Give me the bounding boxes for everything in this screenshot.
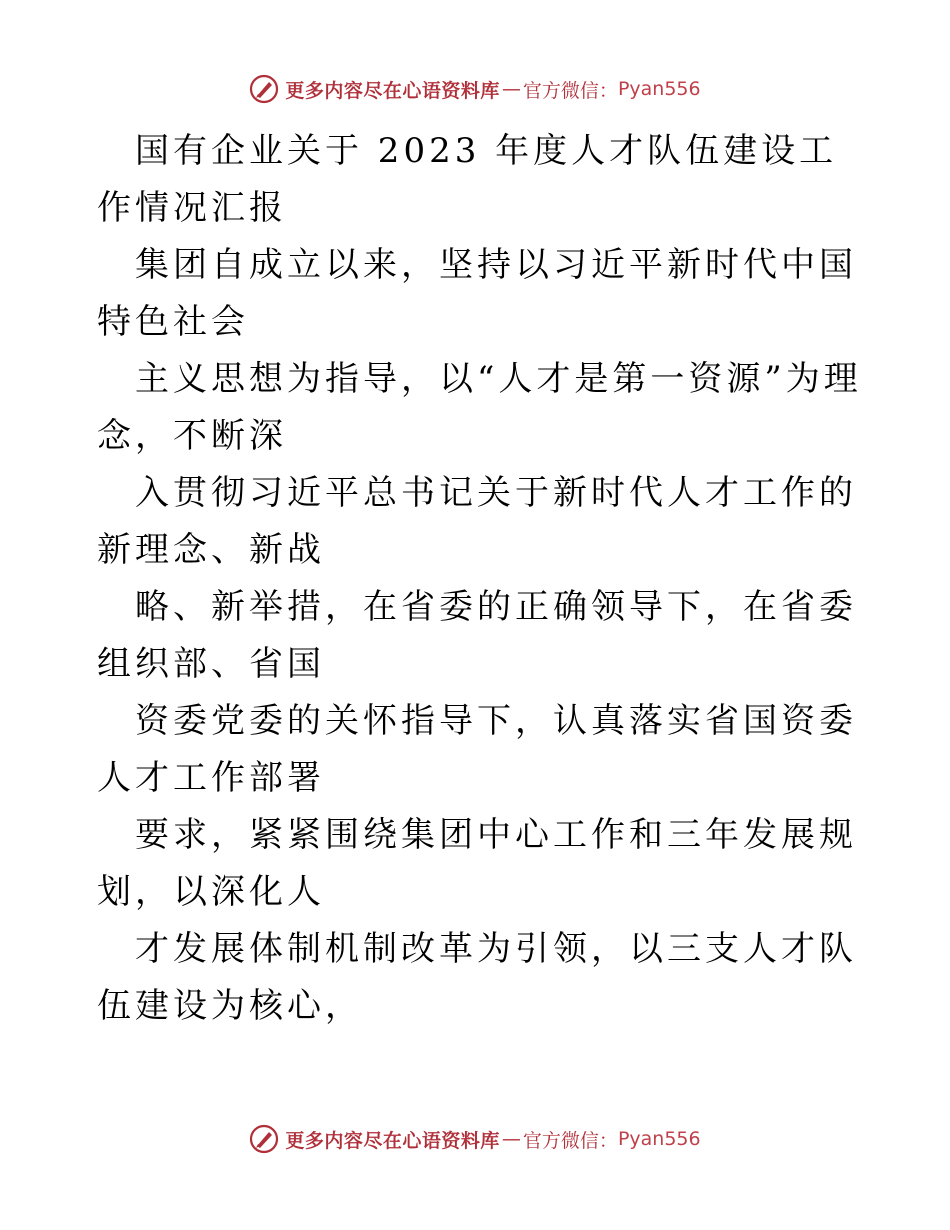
watermark-separator: — bbox=[501, 1128, 521, 1150]
paragraph-2: 主义思想为指导，以“人才是第一资源”为理念，不断深 bbox=[97, 359, 862, 456]
paragraph-6: 要求，紧紧围绕集团中心工作和三年发展规划，以深化人 bbox=[97, 815, 857, 912]
header-watermark bbox=[0, 74, 950, 104]
paragraph-5: 资委党委的关怀指导下，认真落实省国资委人才工作部署 bbox=[97, 701, 857, 798]
watermark-separator: — bbox=[501, 78, 521, 100]
watermark-wechat-id: Pyan556 bbox=[617, 1128, 701, 1150]
document-title: 国有企业关于 2023 年度人才队伍建设工作情况汇报 bbox=[97, 131, 838, 228]
watermark-wechat-label: 官方微信： bbox=[522, 79, 618, 102]
watermark-text: 更多内容尽在心语资料库 bbox=[285, 1129, 500, 1152]
paragraph-3: 入贯彻习近平总书记关于新时代人才工作的新理念、新战 bbox=[97, 473, 857, 570]
footer-watermark bbox=[0, 1124, 950, 1154]
paragraph-4: 略、新举措，在省委的正确领导下，在省委组织部、省国 bbox=[97, 587, 857, 684]
watermark-wechat-label: 官方微信： bbox=[522, 1129, 618, 1152]
watermark-text: 更多内容尽在心语资料库 bbox=[285, 79, 500, 102]
document-body bbox=[97, 123, 867, 1035]
paragraph-1: 集团自成立以来，坚持以习近平新时代中国特色社会 bbox=[97, 245, 857, 342]
watermark-wechat-id: Pyan556 bbox=[617, 78, 701, 100]
quill-seal-icon bbox=[249, 1124, 279, 1154]
quill-seal-icon bbox=[249, 74, 279, 104]
paragraph-7: 才发展体制机制改革为引领，以三支人才队伍建设为核心， bbox=[97, 929, 857, 1026]
